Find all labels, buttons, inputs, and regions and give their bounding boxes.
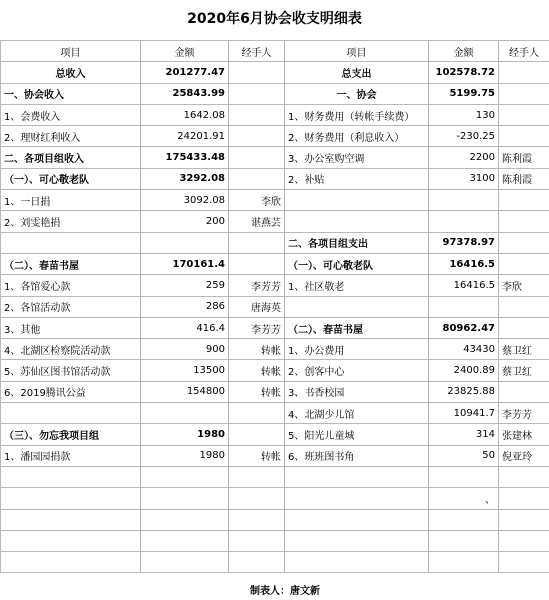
expense-handler-cell: 李欣 (499, 275, 549, 296)
income-item-cell (1, 466, 141, 487)
expense-handler-cell (499, 62, 549, 83)
table-row (1, 275, 549, 296)
income-item-cell (1, 488, 141, 509)
table-row (1, 168, 549, 189)
table-row (1, 190, 549, 211)
expense-handler-cell (499, 552, 549, 573)
income-amount-cell (141, 509, 229, 530)
expense-handler-cell (499, 190, 549, 211)
income-handler-cell (229, 424, 285, 445)
income-item-cell: 1、一日捐 (1, 190, 141, 211)
income-handler-cell (229, 232, 285, 253)
income-amount-cell: 201277.47 (141, 62, 229, 83)
income-amount-cell: 24201.91 (141, 126, 229, 147)
table-row (1, 530, 549, 551)
income-item-cell: （一）、可心敬老队 (1, 168, 141, 189)
expense-handler-cell (499, 530, 549, 551)
table-row (1, 381, 549, 402)
table-row (1, 552, 549, 573)
expense-item-cell: 3、书香校园 (285, 381, 429, 402)
expense-handler-cell: 蔡卫红 (499, 339, 549, 360)
expense-amount-cell: 97378.97 (429, 232, 499, 253)
expense-item-cell (285, 488, 429, 509)
column-header: 项目 (1, 41, 141, 62)
expense-item-cell: 1、财务费用（转帐手续费） (285, 104, 429, 125)
income-amount-cell: 286 (141, 296, 229, 317)
table-row (1, 253, 549, 274)
income-item-cell: 1、会费收入 (1, 104, 141, 125)
income-amount-cell: 175433.48 (141, 147, 229, 168)
income-amount-cell: 416.4 (141, 317, 229, 338)
ledger-table (0, 40, 549, 573)
page-title: 2020年6月协会收支明细表 (187, 11, 362, 27)
expense-item-cell: 3、办公室购空调 (285, 147, 429, 168)
income-handler-cell: 转帐 (229, 445, 285, 466)
table-row (1, 360, 549, 381)
expense-handler-cell: 张建林 (499, 424, 549, 445)
expense-amount-cell: 2400.89 (429, 360, 499, 381)
expense-amount-cell: 314 (429, 424, 499, 445)
income-handler-cell: 转帐 (229, 339, 285, 360)
expense-amount-cell: 、 (429, 488, 499, 509)
expense-item-cell: 5、阳光儿童城 (285, 424, 429, 445)
income-item-cell (1, 232, 141, 253)
income-item-cell: 5、苏仙区图书馆活动款 (1, 360, 141, 381)
expense-handler-cell (499, 317, 549, 338)
table-row (1, 403, 549, 424)
income-amount-cell: 1642.08 (141, 104, 229, 125)
income-handler-cell: 李欣 (229, 190, 285, 211)
income-item-cell: 一、协会收入 (1, 83, 141, 104)
table-row (1, 104, 549, 125)
income-amount-cell: 154800 (141, 381, 229, 402)
income-item-cell: 1、各馆爱心款 (1, 275, 141, 296)
income-item-cell: 2、理财红利收入 (1, 126, 141, 147)
income-handler-cell (229, 168, 285, 189)
table-row (1, 445, 549, 466)
expense-amount-cell: 130 (429, 104, 499, 125)
column-header: 金额 (429, 41, 499, 62)
expense-handler-cell: 倪亚玲 (499, 445, 549, 466)
expense-amount-cell: 80962.47 (429, 317, 499, 338)
income-amount-cell (141, 488, 229, 509)
expense-handler-cell (499, 253, 549, 274)
income-item-cell (1, 530, 141, 551)
expense-item-cell: 2、财务费用（利息收入） (285, 126, 429, 147)
expense-amount-cell: 16416.5 (429, 253, 499, 274)
expense-amount-cell (429, 190, 499, 211)
expense-item-cell: 1、办公费用 (285, 339, 429, 360)
income-amount-cell (141, 552, 229, 573)
table-row (1, 317, 549, 338)
income-handler-cell: 转帐 (229, 381, 285, 402)
preparer-label: 制表人： (250, 586, 290, 597)
expense-item-cell: 2、补贴 (285, 168, 429, 189)
expense-item-cell: 一、协会 (285, 83, 429, 104)
income-amount-cell (141, 466, 229, 487)
expense-handler-cell (499, 83, 549, 104)
income-item-cell (1, 403, 141, 424)
table-row (1, 62, 549, 83)
income-handler-cell (229, 126, 285, 147)
table-row (1, 232, 549, 253)
income-amount-cell: 25843.99 (141, 83, 229, 104)
table-row (1, 147, 549, 168)
income-item-cell: 3、其他 (1, 317, 141, 338)
income-handler-cell (229, 509, 285, 530)
income-handler-cell: 谌燕芸 (229, 211, 285, 232)
income-handler-cell (229, 403, 285, 424)
income-handler-cell: 李芳芳 (229, 275, 285, 296)
income-handler-cell (229, 147, 285, 168)
income-amount-cell (141, 403, 229, 424)
header-row (1, 41, 549, 62)
expense-amount-cell: 2200 (429, 147, 499, 168)
expense-handler-cell (499, 126, 549, 147)
expense-item-cell: 2、创客中心 (285, 360, 429, 381)
income-handler-cell (229, 253, 285, 274)
income-amount-cell: 200 (141, 211, 229, 232)
expense-handler-cell (499, 232, 549, 253)
expense-handler-cell: 陈利霞 (499, 168, 549, 189)
expense-amount-cell (429, 552, 499, 573)
income-amount-cell: 170161.4 (141, 253, 229, 274)
expense-amount-cell: 50 (429, 445, 499, 466)
table-row (1, 211, 549, 232)
expense-amount-cell (429, 296, 499, 317)
preparer-name: 唐文新 (290, 586, 320, 597)
table-row (1, 339, 549, 360)
expense-handler-cell: 李芳芳 (499, 403, 549, 424)
column-header: 金额 (141, 41, 229, 62)
income-amount-cell (141, 530, 229, 551)
income-handler-cell (229, 104, 285, 125)
table-row (1, 126, 549, 147)
column-header: 经手人 (229, 41, 285, 62)
expense-item-cell (285, 552, 429, 573)
expense-item-cell: （一）、可心敬老队 (285, 253, 429, 274)
income-item-cell: 6、2019腾讯公益 (1, 381, 141, 402)
table-row (1, 424, 549, 445)
income-item-cell (1, 509, 141, 530)
expense-handler-cell: 蔡卫红 (499, 360, 549, 381)
income-amount-cell: 13500 (141, 360, 229, 381)
expense-amount-cell: 5199.75 (429, 83, 499, 104)
expense-handler-cell (499, 211, 549, 232)
income-item-cell: 二、各项目组收入 (1, 147, 141, 168)
expense-handler-cell (499, 509, 549, 530)
income-amount-cell: 900 (141, 339, 229, 360)
income-item-cell: 总收入 (1, 62, 141, 83)
expense-amount-cell: 102578.72 (429, 62, 499, 83)
expense-item-cell: 1、社区敬老 (285, 275, 429, 296)
expense-item-cell: 总支出 (285, 62, 429, 83)
expense-item-cell (285, 296, 429, 317)
income-amount-cell: 3092.08 (141, 190, 229, 211)
expense-handler-cell: 陈利霞 (499, 147, 549, 168)
expense-amount-cell: 43430 (429, 339, 499, 360)
expense-amount-cell (429, 466, 499, 487)
expense-item-cell (285, 190, 429, 211)
expense-amount-cell (429, 509, 499, 530)
income-handler-cell (229, 552, 285, 573)
income-item-cell (1, 552, 141, 573)
expense-amount-cell (429, 211, 499, 232)
table-row (1, 83, 549, 104)
column-header: 经手人 (499, 41, 549, 62)
expense-item-cell: 4、北湖少儿馆 (285, 403, 429, 424)
income-amount-cell: 3292.08 (141, 168, 229, 189)
expense-item-cell (285, 530, 429, 551)
expense-item-cell: （二）、春苗书屋 (285, 317, 429, 338)
income-handler-cell (229, 488, 285, 509)
income-handler-cell (229, 466, 285, 487)
income-item-cell: 1、潘园园捐款 (1, 445, 141, 466)
expense-amount-cell: 16416.5 (429, 275, 499, 296)
expense-handler-cell (499, 488, 549, 509)
expense-handler-cell (499, 466, 549, 487)
expense-amount-cell: 23825.88 (429, 381, 499, 402)
expense-amount-cell: 10941.7 (429, 403, 499, 424)
table-row (1, 296, 549, 317)
expense-handler-cell (499, 381, 549, 402)
income-handler-cell (229, 530, 285, 551)
income-handler-cell: 李芳芳 (229, 317, 285, 338)
income-amount-cell: 259 (141, 275, 229, 296)
expense-handler-cell (499, 104, 549, 125)
expense-amount-cell (429, 530, 499, 551)
expense-item-cell: 二、各项目组支出 (285, 232, 429, 253)
income-item-cell: 2、刘雯艳捐 (1, 211, 141, 232)
income-handler-cell (229, 83, 285, 104)
expense-amount-cell: -230.25 (429, 126, 499, 147)
expense-item-cell (285, 509, 429, 530)
expense-item-cell: 6、班班图书角 (285, 445, 429, 466)
footer (250, 582, 320, 597)
income-amount-cell: 1980 (141, 424, 229, 445)
income-item-cell: 2、各馆活动款 (1, 296, 141, 317)
table-row (1, 466, 549, 487)
income-handler-cell (229, 62, 285, 83)
income-amount-cell (141, 232, 229, 253)
expense-handler-cell (499, 296, 549, 317)
table-row (1, 509, 549, 530)
expense-amount-cell: 3100 (429, 168, 499, 189)
table-row (1, 488, 549, 509)
income-handler-cell: 转帐 (229, 360, 285, 381)
income-item-cell: （二）、春苗书屋 (1, 253, 141, 274)
income-amount-cell: 1980 (141, 445, 229, 466)
income-item-cell: （三）、勿忘我项目组 (1, 424, 141, 445)
income-item-cell: 4、北湖区检察院活动款 (1, 339, 141, 360)
expense-item-cell (285, 466, 429, 487)
expense-item-cell (285, 211, 429, 232)
income-handler-cell: 唐海英 (229, 296, 285, 317)
column-header: 项目 (285, 41, 429, 62)
